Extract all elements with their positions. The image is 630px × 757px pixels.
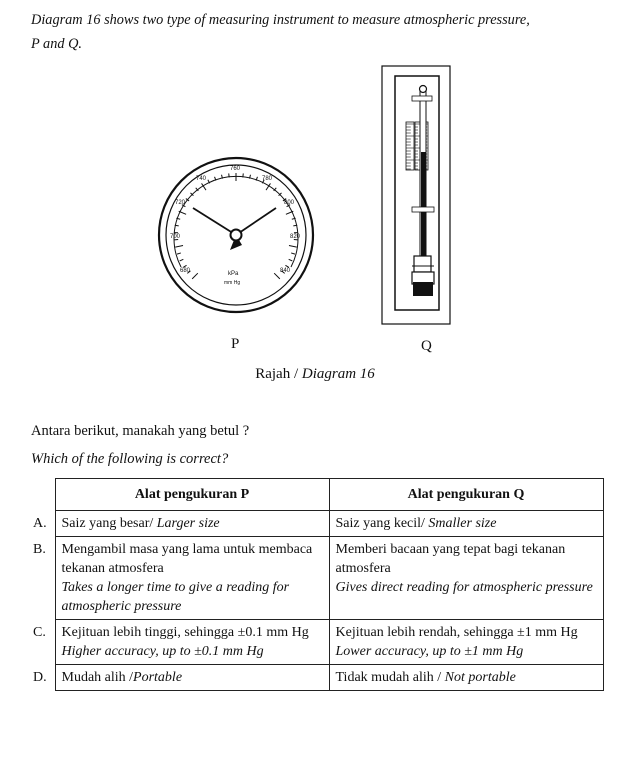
intro-text	[31, 8, 616, 56]
label-p: P	[231, 336, 240, 352]
answer-options-table	[31, 478, 604, 691]
dial-label-680: 680	[180, 268, 191, 274]
aneroid-barometer	[159, 158, 313, 312]
option-row-d[interactable]	[31, 665, 603, 691]
dial-label-800: 800	[284, 200, 295, 206]
option-a-p: Saiz yang besar/ Larger size	[55, 511, 329, 537]
dial-label-840: 840	[280, 268, 291, 274]
question-english: Which of the following is correct?	[31, 451, 229, 467]
option-c-q: Kejituan lebih rendah, sehingga ±1 mm Hg Lower accuracy, up to ±1 mm Hg	[329, 620, 603, 665]
dial-label-740: 740	[196, 176, 207, 182]
table-header-row	[31, 479, 603, 511]
header-instrument-q: Alat pengukuran Q	[329, 479, 603, 511]
dial-label-820: 820	[290, 234, 301, 240]
question-malay: Antara berikut, manakah yang betul ?	[31, 423, 250, 439]
option-d-q: Tidak mudah alih / Not portable	[329, 665, 603, 691]
option-row-b[interactable]	[31, 537, 603, 620]
option-b-q: Memberi bacaan yang tepat bagi tekanan atmosfera Gives direct reading for atmospheric pressure	[329, 537, 603, 620]
option-a-q: Saiz yang kecil/ Smaller size	[329, 511, 603, 537]
option-d-p: Mudah alih /Portable	[55, 665, 329, 691]
intro-line-1: Diagram 16 shows two type of measuring instrument to measure atmospheric pressure,	[31, 12, 530, 28]
dial-unit-kpa: kPa	[228, 271, 239, 277]
label-q: Q	[421, 338, 432, 354]
option-c-p: Kejituan lebih tinggi, sehingga ±0.1 mm Hg Higher accuracy, up to ±0.1 mm Hg	[55, 620, 329, 665]
header-instrument-p: Alat pengukuran P	[55, 479, 329, 511]
caption-en: Diagram 16	[301, 366, 375, 382]
dial-label-780: 780	[262, 176, 273, 182]
option-letter[interactable]: D.	[33, 669, 47, 685]
option-row-a[interactable]	[31, 511, 603, 537]
dial-label-760: 760	[230, 166, 241, 172]
option-letter[interactable]: B.	[33, 541, 46, 557]
mercury-barometer	[382, 66, 450, 324]
dial-label-720: 720	[175, 200, 186, 206]
dial-tick	[175, 225, 179, 226]
intro-line-2: P and Q.	[31, 36, 82, 52]
caption-ms: Rajah /	[255, 366, 299, 382]
dial-label-700: 700	[170, 234, 181, 240]
option-letter[interactable]: C.	[33, 624, 46, 640]
diagram-16-figure	[150, 62, 480, 362]
diagram-caption	[0, 366, 630, 383]
option-row-c[interactable]	[31, 620, 603, 665]
option-b-p: Mengambil masa yang lama untuk membaca tekanan atmosfera Takes a longer time to give a reading for atmospheric pressure	[55, 537, 329, 620]
option-letter[interactable]: A.	[33, 515, 47, 531]
dial-unit-mmhg: mm Hg	[224, 280, 241, 286]
dial-tick	[293, 225, 297, 226]
